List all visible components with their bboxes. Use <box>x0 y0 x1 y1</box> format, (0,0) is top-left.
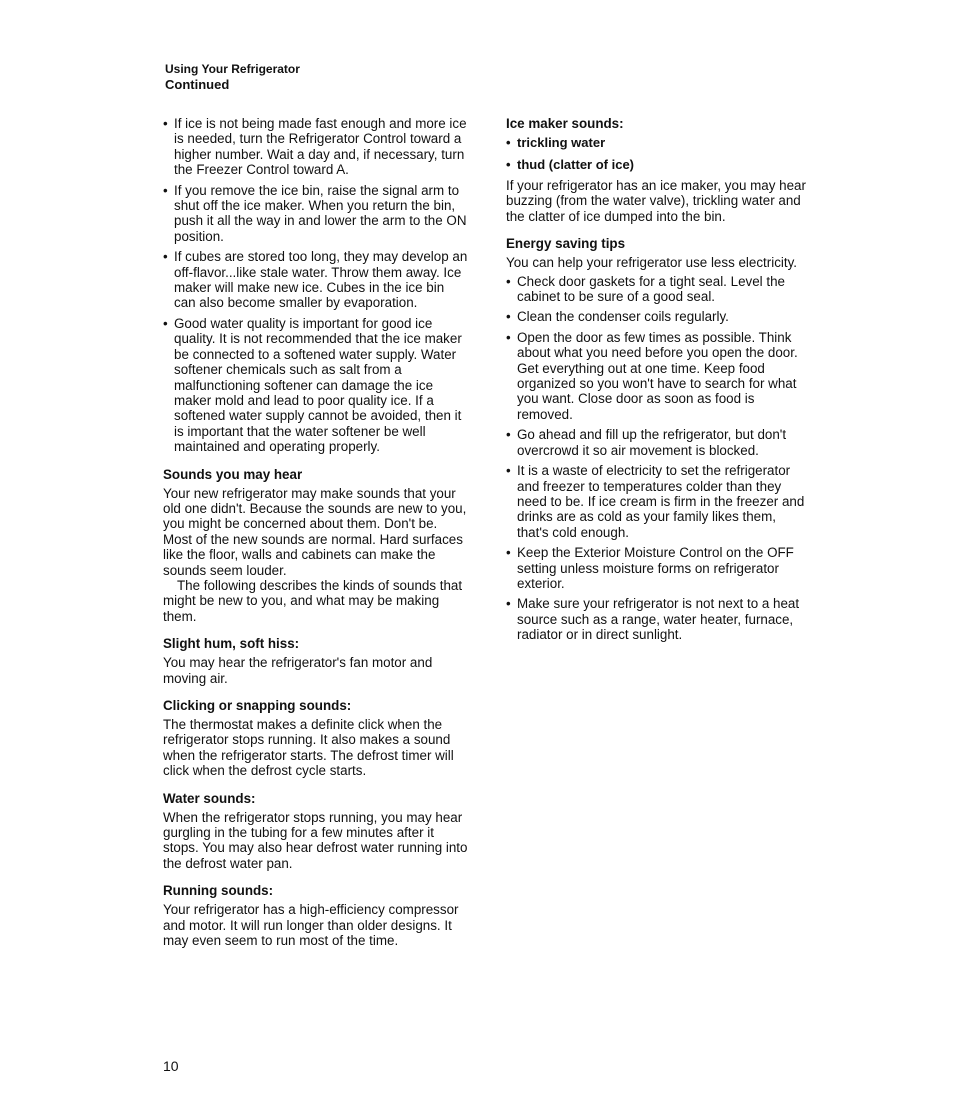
running-section <box>163 883 469 948</box>
hum-text: You may hear the refrigerator's fan motor and moving air. <box>163 655 433 686</box>
list-item: • Open the door as few times as possible. Think about what you need before you open the door. Get everything out at one time. Keep food organized so you won't have to search for what you want. Close door as soon as food is removed. <box>506 330 808 422</box>
ice-maker-sound-list <box>506 134 808 173</box>
list-item: • If you remove the ice bin, raise the signal arm to shut off the ice maker. When you return the bin, push it all the way in and lower the arm to the ON position. <box>163 183 469 245</box>
energy-tips-list <box>506 274 808 643</box>
water-heading: Water sounds: <box>163 790 256 806</box>
running-heading: Running sounds: <box>163 883 274 899</box>
ice-maker-heading: Ice maker sounds: <box>506 116 624 131</box>
list-item: • thud (clatter of ice) <box>506 156 808 173</box>
ice-maker-section <box>506 116 808 224</box>
energy-section <box>506 236 808 642</box>
list-item: • Check door gaskets for a tight seal. Level the cabinet to be sure of a good seal. <box>506 274 808 305</box>
page-header <box>165 62 300 92</box>
ice-maker-text: If your refrigerator has an ice maker, you may hear buzzing (from the water valve), trickling water and the clatter of ice dumped into the bin. <box>506 178 806 224</box>
hum-heading: Slight hum, soft hiss: <box>163 636 300 652</box>
energy-intro: You can help your refrigerator use less electricity. <box>506 255 798 271</box>
clicking-heading: Clicking or snapping sounds: <box>163 698 352 713</box>
water-section <box>163 791 469 872</box>
left-column <box>163 116 469 948</box>
water-text: When the refrigerator stops running, you may hear gurgling in the tubing for a few minutes after it stops. You may also hear defrost water running into the defrost water pan. <box>163 809 468 871</box>
running-text: Your refrigerator has a high-efficiency compressor and motor. It will run longer than older designs. It may even seem to run most of the time. <box>163 902 459 949</box>
sounds-section <box>163 467 469 625</box>
list-item: • Keep the Exterior Moisture Control on the OFF setting unless moisture forms on refrigerator exterior. <box>506 545 808 591</box>
list-item: • trickling water <box>506 134 808 151</box>
hum-section <box>163 636 469 686</box>
clicking-text: The thermostat makes a definite click when the refrigerator stops running. It also makes a sound when the refrigerator starts. The defrost timer will click when the defrost cycle starts. <box>163 717 454 779</box>
sounds-paragraph: Your new refrigerator may make sounds that your old one didn't. Because the sounds are new to you, you might be concerned about them. Don't be. Most of the new sounds are normal. Hard surfaces like the floor, walls and cabinets can make the sounds seem louder. <box>163 485 467 578</box>
list-item: • Go ahead and fill up the refrigerator, but don't overcrowd it so air movement is blocked. <box>506 427 808 458</box>
list-item: • Clean the condenser coils regularly. <box>506 309 808 324</box>
list-item: • Good water quality is important for good ice quality. It is not recommended that the ice maker be connected to a softened water supply. Water softener chemicals such as salt from a malfunctioning softener can damage the ice maker mold and lead to poor quality ice. If a softened water supply cannot be avoided, then it is important that the water softener be well maintained and operating properly. <box>163 316 469 455</box>
right-column <box>506 116 808 648</box>
sounds-paragraph-2: The following describes the kinds of sounds that might be new to you, and what may be making them. <box>163 577 463 624</box>
clicking-section <box>163 698 469 779</box>
page-number: 10 <box>163 1058 179 1074</box>
energy-heading: Energy saving tips <box>506 236 626 252</box>
list-item: • It is a waste of electricity to set the refrigerator and freezer to temperatures colder than they need to be. If ice cream is firm in the freezer and drinks are as cold as your family likes them, that's cold enough. <box>506 463 808 540</box>
ice-tips-list <box>163 116 469 455</box>
list-item: • Make sure your refrigerator is not next to a heat source such as a range, water heater, furnace, radiator or in direct sunlight. <box>506 596 808 642</box>
list-item: • If cubes are stored too long, they may develop an off-flavor...like stale water. Throw them away. Ice maker will make new ice. Cubes in the ice bin can also become smaller by evaporation. <box>163 249 469 311</box>
section-title: Using Your Refrigerator <box>165 62 300 76</box>
sounds-heading: Sounds you may hear <box>163 466 303 482</box>
list-item: • If ice is not being made fast enough and more ice is needed, turn the Refrigerator Control toward a higher number. Wait a day and, if necessary, turn the Freezer Control toward A. <box>163 116 469 178</box>
continued-label: Continued <box>165 77 230 92</box>
